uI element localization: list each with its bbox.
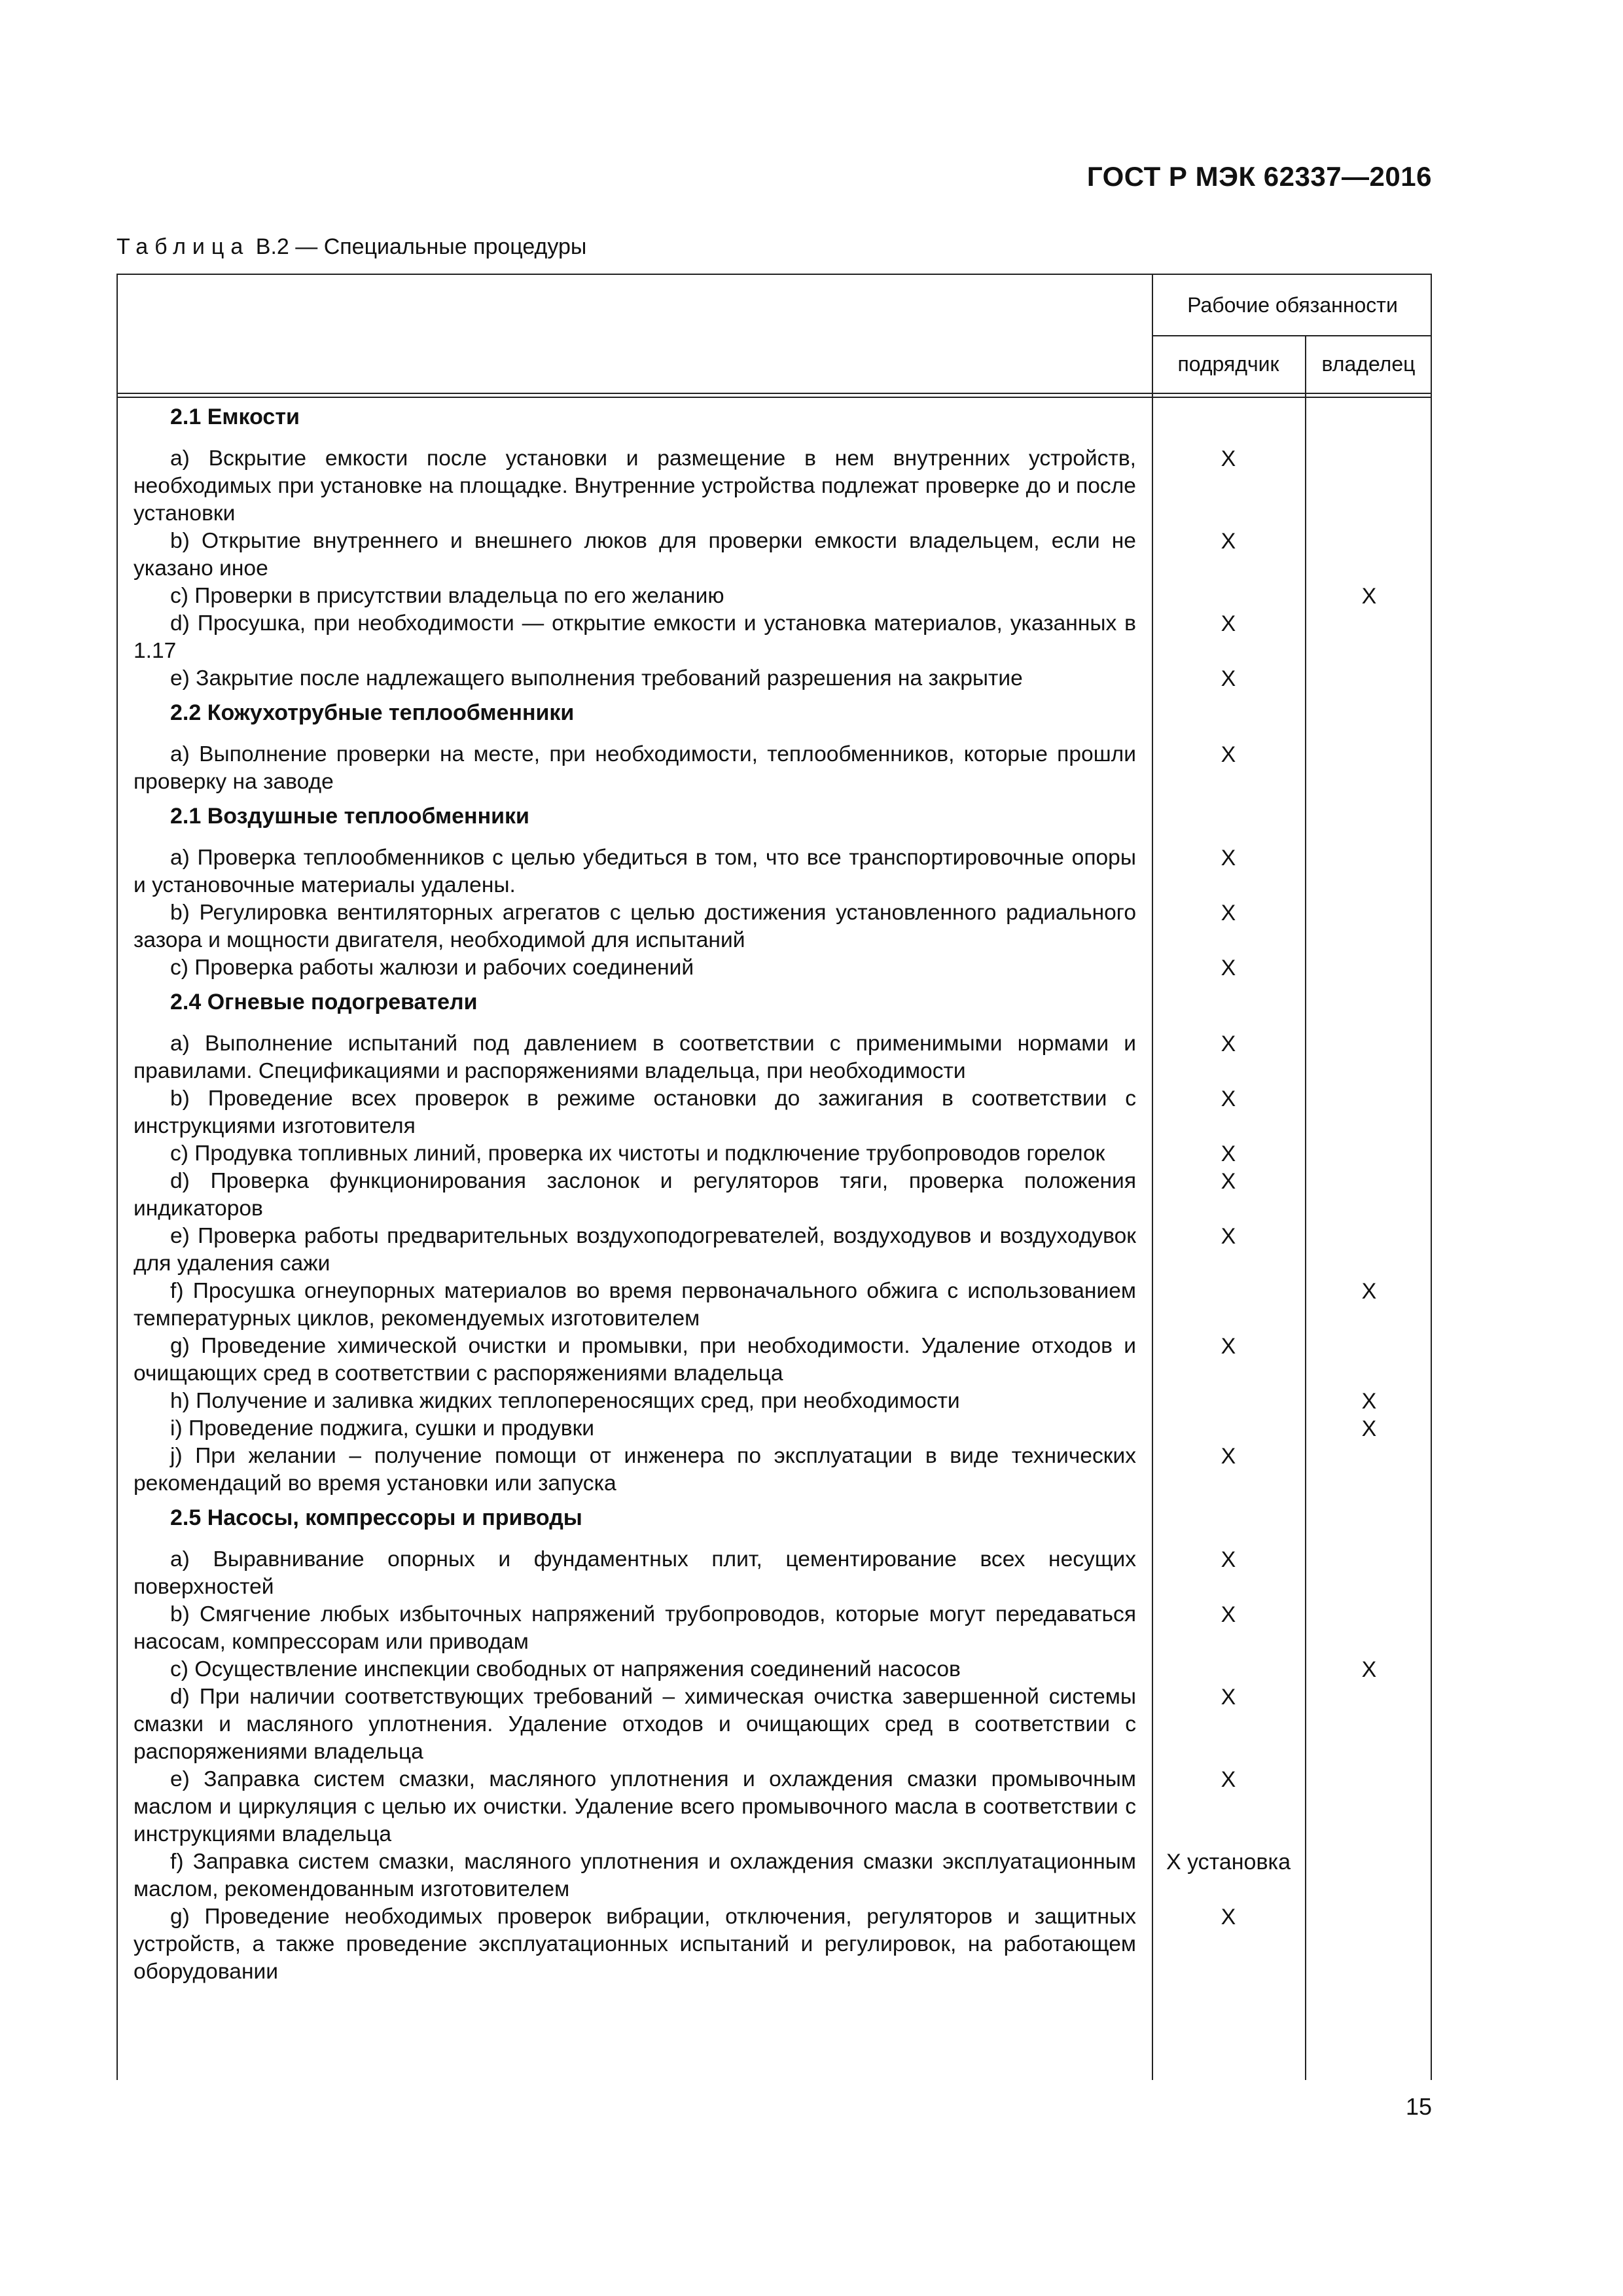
contractor-mark: X <box>1221 742 1236 767</box>
owner-mark: X <box>1361 1389 1377 1414</box>
header-owner: владелец <box>1321 351 1416 376</box>
row-text: а) Выполнение проверки на месте, при необходимости, теплообменников, которые прошли проверку на заводе <box>134 742 1136 794</box>
table-row <box>118 583 1433 610</box>
document-code: ГОСТ Р МЭК 62337—2016 <box>1086 161 1432 192</box>
row-text: а) Вскрытие емкости после установки и размещение в нем внутренних устройств, необходимых при установке на площадке. Внутренние устройства подлежат проверке до и после установки <box>134 446 1136 526</box>
table-row <box>118 899 1433 954</box>
contractor-mark: X <box>1221 846 1236 870</box>
procedures-table <box>116 274 1432 2080</box>
table-caption-prefix: Таблица <box>116 234 250 259</box>
row-text: f) Просушка огнеупорных материалов во время первоначального обжига с использованием температурных циклов, рекомендуемых изготовителем <box>134 1279 1136 1331</box>
table-row <box>118 1656 1433 1683</box>
page-number: 15 <box>1405 2093 1432 2120</box>
contractor-mark: X <box>1221 1767 1236 1792</box>
contractor-mark: X <box>1221 611 1236 636</box>
contractor-mark: X установка <box>1166 1850 1291 1874</box>
row-text: b) Проведение всех проверок в режиме остановки до зажигания в соответствии с инструкциями изготовителя <box>134 1086 1136 1138</box>
row-text: i) Проведение поджига, сушки и продувки <box>170 1416 595 1441</box>
row-text: а) Проверка теплообменников с целью убедиться в том, что все транспортировочные опоры и установочные материалы удалены. <box>134 846 1136 897</box>
contractor-mark: X <box>1221 1905 1236 1929</box>
row-text: h) Получение и заливка жидких теплопереносящих сред, при необходимости <box>170 1389 960 1413</box>
header-responsibilities: Рабочие обязанности <box>1187 293 1398 317</box>
contractor-mark: X <box>1221 666 1236 691</box>
table-row <box>118 1085 1433 1140</box>
contractor-mark: X <box>1221 1602 1236 1627</box>
table-row <box>118 1766 1433 1848</box>
table-row <box>118 1601 1433 1656</box>
header-double-rule <box>118 393 1431 398</box>
table-row <box>118 445 1433 528</box>
section-title: 2.1 Емкости <box>170 404 300 429</box>
header-contractor: подрядчик <box>1177 351 1279 376</box>
row-text: e) Закрытие после надлежащего выполнения требований разрешения на закрытие <box>170 666 1023 691</box>
table-row <box>118 1168 1433 1223</box>
table-row <box>118 1903 1433 1986</box>
table-caption-text: В.2 — Специальные процедуры <box>255 234 587 259</box>
table-row <box>118 954 1433 982</box>
table-body <box>118 403 1433 1986</box>
contractor-mark: X <box>1221 1224 1236 1249</box>
row-text: c) Продувка топливных линий, проверка их чистоты и подключение трубопроводов горелок <box>170 1141 1105 1166</box>
row-text: c) Проверки в присутствии владельца по его желанию <box>170 584 724 608</box>
owner-mark: X <box>1361 1416 1377 1441</box>
row-text: e) Заправка систем смазки, масляного уплотнения и охлаждения смазки промывочным маслом и циркуляция с целью их очистки. Удаление всего промывочного масла в соответствии с инструкциями владельца <box>134 1767 1136 1846</box>
section-title: 2.2 Кожухотрубные теплообменники <box>170 700 575 725</box>
contractor-mark: X <box>1221 529 1236 554</box>
row-text: b) Смягчение любых избыточных напряжений трубопроводов, которые могут передаваться насосам, компрессорам или приводам <box>134 1602 1136 1654</box>
table-row <box>118 741 1433 796</box>
owner-mark: X <box>1361 584 1377 609</box>
owner-mark: X <box>1361 1657 1377 1682</box>
table-row <box>118 844 1433 899</box>
table-row <box>118 665 1433 692</box>
owner-mark: X <box>1361 1279 1377 1304</box>
contractor-mark: X <box>1221 1685 1236 1710</box>
row-text: g) Проведение необходимых проверок вибрации, отключения, регуляторов и защитных устройств, а также проведение эксплуатационных испытаний и регулировок, на работающем оборудовании <box>134 1905 1136 1984</box>
section-title: 2.1 Воздушные теплообменники <box>170 804 529 829</box>
row-text: b) Регулировка вентиляторных агрегатов с целью достижения установленного радиального зазора и мощности двигателя, необходимой для испытаний <box>134 901 1136 952</box>
row-text: c) Осуществление инспекции свободных от напряжения соединений насосов <box>170 1657 961 1681</box>
row-text: d) При наличии соответствующих требований – химическая очистка завершенной системы смазки и масляного уплотнения. Удаление отходов и очищающих сред в соответствии с распоряжениями владельца <box>134 1685 1136 1764</box>
row-text: j) При желании – получение помощи от инженера по эксплуатации в виде технических рекомендаций во время установки или запуска <box>134 1444 1136 1496</box>
table-row <box>118 1030 1433 1085</box>
table-row <box>118 1546 1433 1601</box>
table-row <box>118 1848 1433 1903</box>
table-caption <box>116 234 586 260</box>
table-row <box>118 1443 1433 1498</box>
table-row <box>118 1333 1433 1388</box>
section-title: 2.4 Огневые подогреватели <box>170 990 478 1014</box>
contractor-mark: X <box>1221 1444 1236 1469</box>
row-text: e) Проверка работы предварительных воздухоподогревателей, воздуходувов и воздуходувок для удаления сажи <box>134 1224 1136 1276</box>
row-text: b) Открытие внутреннего и внешнего люков для проверки емкости владельцем, если не указано иное <box>134 529 1136 581</box>
contractor-mark: X <box>1221 1334 1236 1359</box>
table-row <box>118 610 1433 665</box>
contractor-mark: X <box>1221 1169 1236 1194</box>
contractor-mark: X <box>1221 1141 1236 1166</box>
table-row <box>118 1415 1433 1443</box>
contractor-mark: X <box>1221 901 1236 925</box>
table-row <box>118 1683 1433 1766</box>
table-row <box>118 1223 1433 1278</box>
contractor-mark: X <box>1221 446 1236 471</box>
row-text: d) Просушка, при необходимости — открытие емкости и установка материалов, указанных в 1.17 <box>134 611 1136 663</box>
row-text: f) Заправка систем смазки, масляного уплотнения и охлаждения смазки эксплуатационным маслом, рекомендованным изготовителем <box>134 1850 1136 1901</box>
contractor-mark: X <box>1221 1086 1236 1111</box>
row-text: g) Проведение химической очистки и промывки, при необходимости. Удаление отходов и очищающих сред в соответствии с распоряжениями владельца <box>134 1334 1136 1386</box>
contractor-mark: X <box>1221 1547 1236 1572</box>
table-row <box>118 1388 1433 1415</box>
row-text: d) Проверка функционирования заслонок и регуляторов тяги, проверка положения индикаторов <box>134 1169 1136 1221</box>
row-text: а) Выравнивание опорных и фундаментных плит, цементирование всех несущих поверхностей <box>134 1547 1136 1599</box>
table-row <box>118 1140 1433 1168</box>
section-title: 2.5 Насосы, компрессоры и приводы <box>170 1505 582 1530</box>
row-text: а) Выполнение испытаний под давлением в соответствии с применимыми нормами и правилами. Спецификациями и распоряжениями владельца, при необходимости <box>134 1031 1136 1083</box>
contractor-mark: X <box>1221 1031 1236 1056</box>
contractor-mark: X <box>1221 956 1236 980</box>
table-row <box>118 528 1433 583</box>
row-text: c) Проверка работы жалюзи и рабочих соединений <box>170 956 694 980</box>
table-row <box>118 1278 1433 1333</box>
